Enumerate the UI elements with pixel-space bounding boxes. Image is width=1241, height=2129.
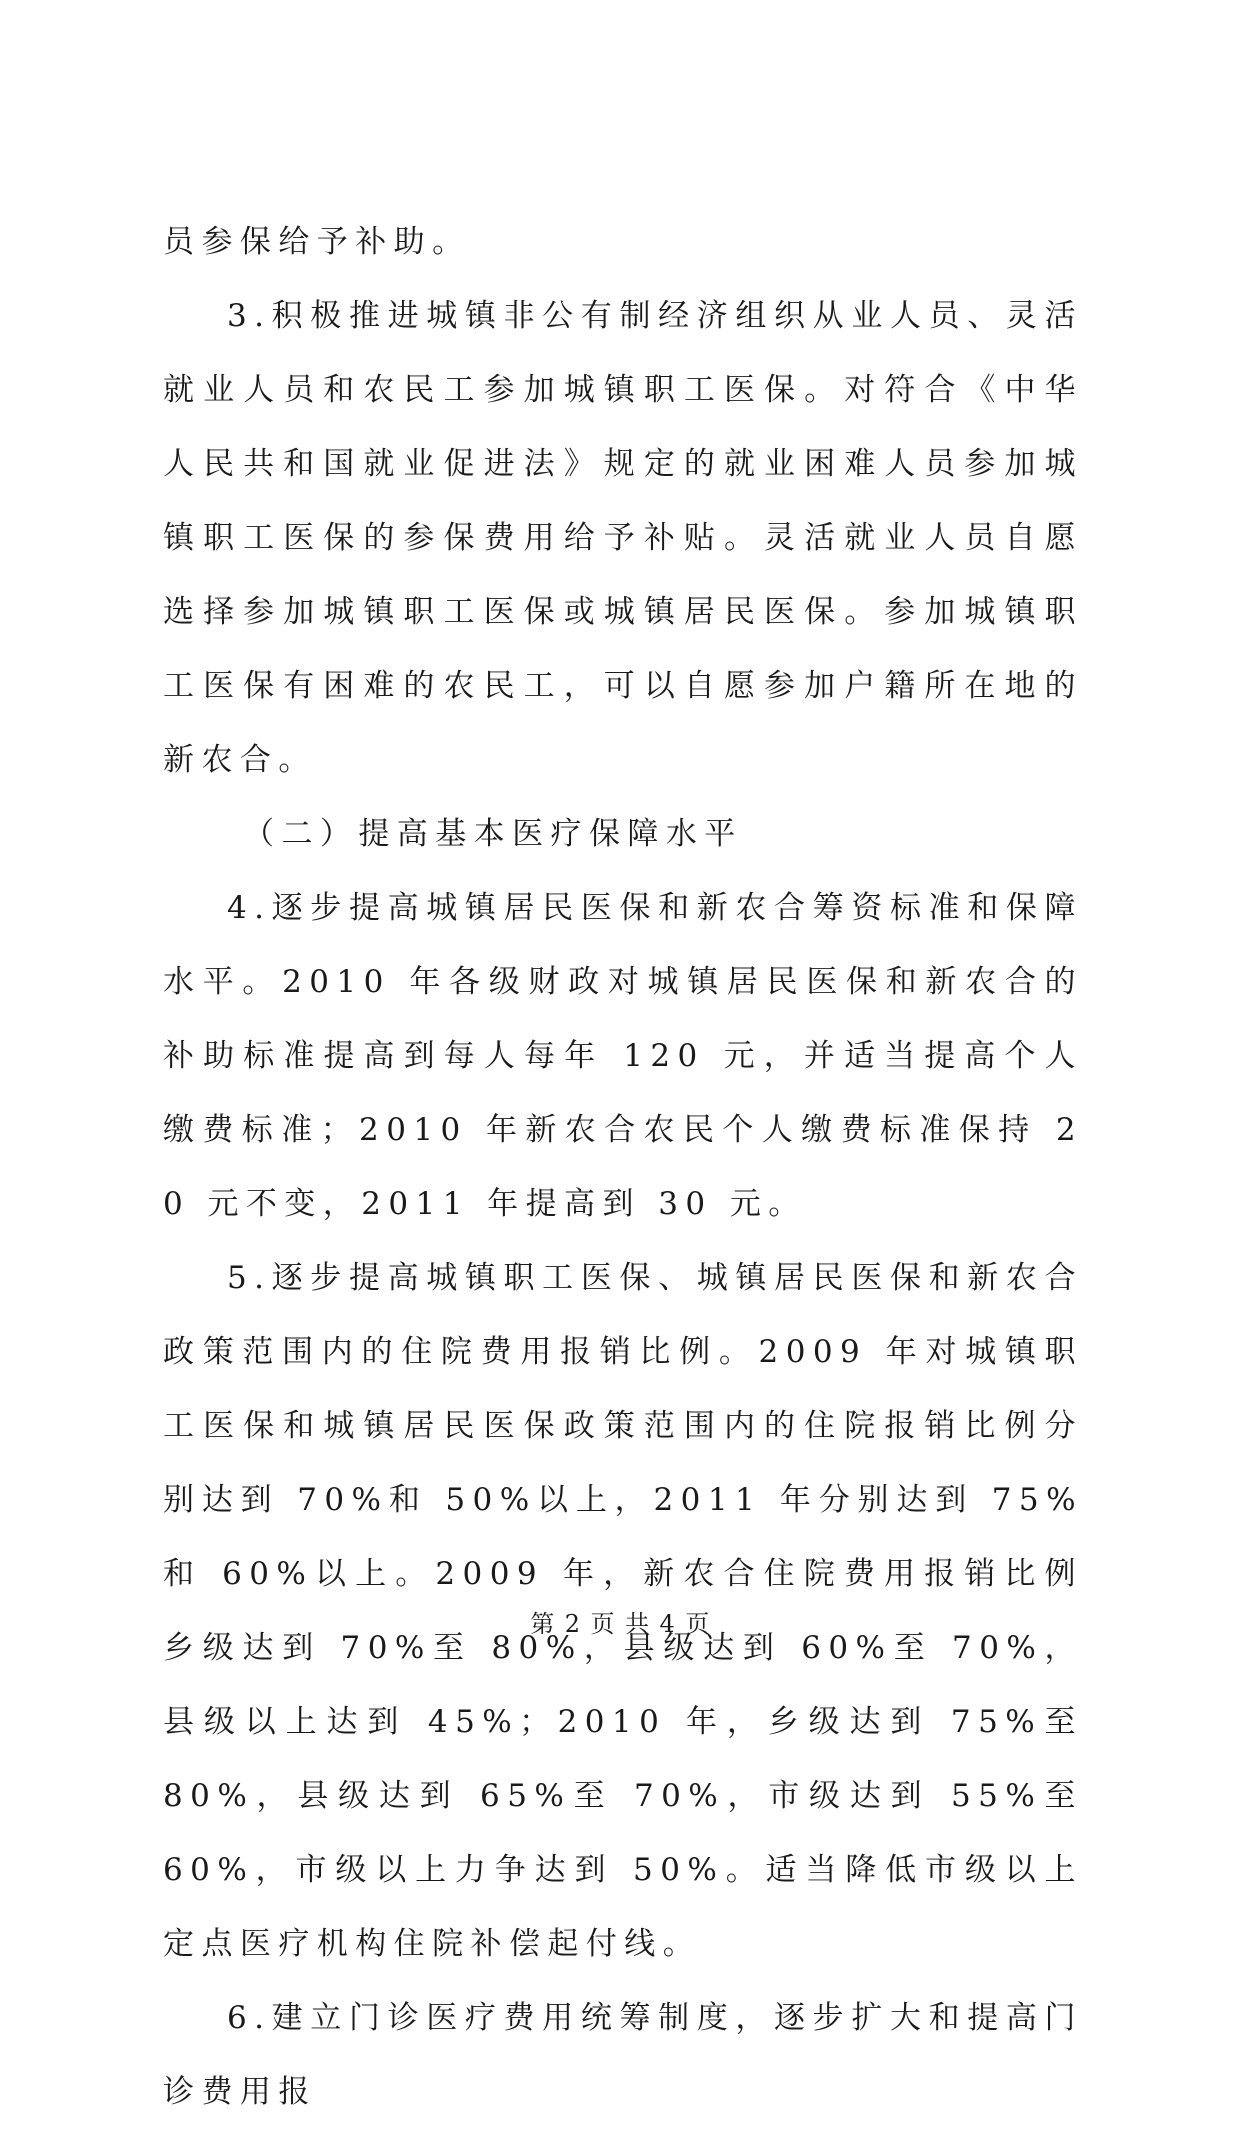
section-heading: （二）提高基本医疗保障水平 <box>243 816 743 852</box>
paragraph-item-3: 3.积极推进城镇非公有制经济组织从业人员、灵活就业人员和农民工参加城镇职工医保。对符合《中华人民共和国就业促进法》规定的就业困难人员参加城镇职工医保的参保费用给予补贴。灵活就业人员自愿选择参加城镇职工医保或城镇居民医保。参加城镇职工医保有困难的农民工，可以自愿参加户籍所在地的新农合。 <box>163 298 1083 778</box>
paragraph-item-6: 6.建立门诊医疗费用统筹制度，逐步扩大和提高门诊费用报 <box>163 2000 1083 2110</box>
page-number-footer: 第 2 页 共 4 页 <box>530 1610 711 1638</box>
paragraph-item-4: 4.逐步提高城镇居民医保和新农合筹资标准和保障水平。2010 年各级财政对城镇居民医保和新农合的补助标准提高到每人每年 120 元，并适当提高个人缴费标准；2010 年新农合农民个人缴费标准保持 20 元不变，2011 年提高到 30 元。 <box>163 890 1083 1222</box>
paragraph-continuation: 员参保给予补助。 <box>163 224 471 260</box>
paragraph-item-5: 5.逐步提高城镇职工医保、城镇居民医保和新农合政策范围内的住院费用报销比例。2009 年对城镇职工医保和城镇居民医保政策范围内的住院报销比例分别达到 70%和 50%以上，2011 年分别达到 75%和 60%以上。2009 年，新农合住院费用报销比例乡级达到 70%至 80%，县级达到 60%至 70%，县级以上达到 45%；2010 年，乡级达到 75%至 80%，县级达到 65%至 70%，市级达到 55%至 60%，市级以上力争达到 50%。适当降低市级以上定点医疗机构住院补偿起付线。 <box>163 1260 1083 1962</box>
document-body <box>163 205 1083 2129</box>
